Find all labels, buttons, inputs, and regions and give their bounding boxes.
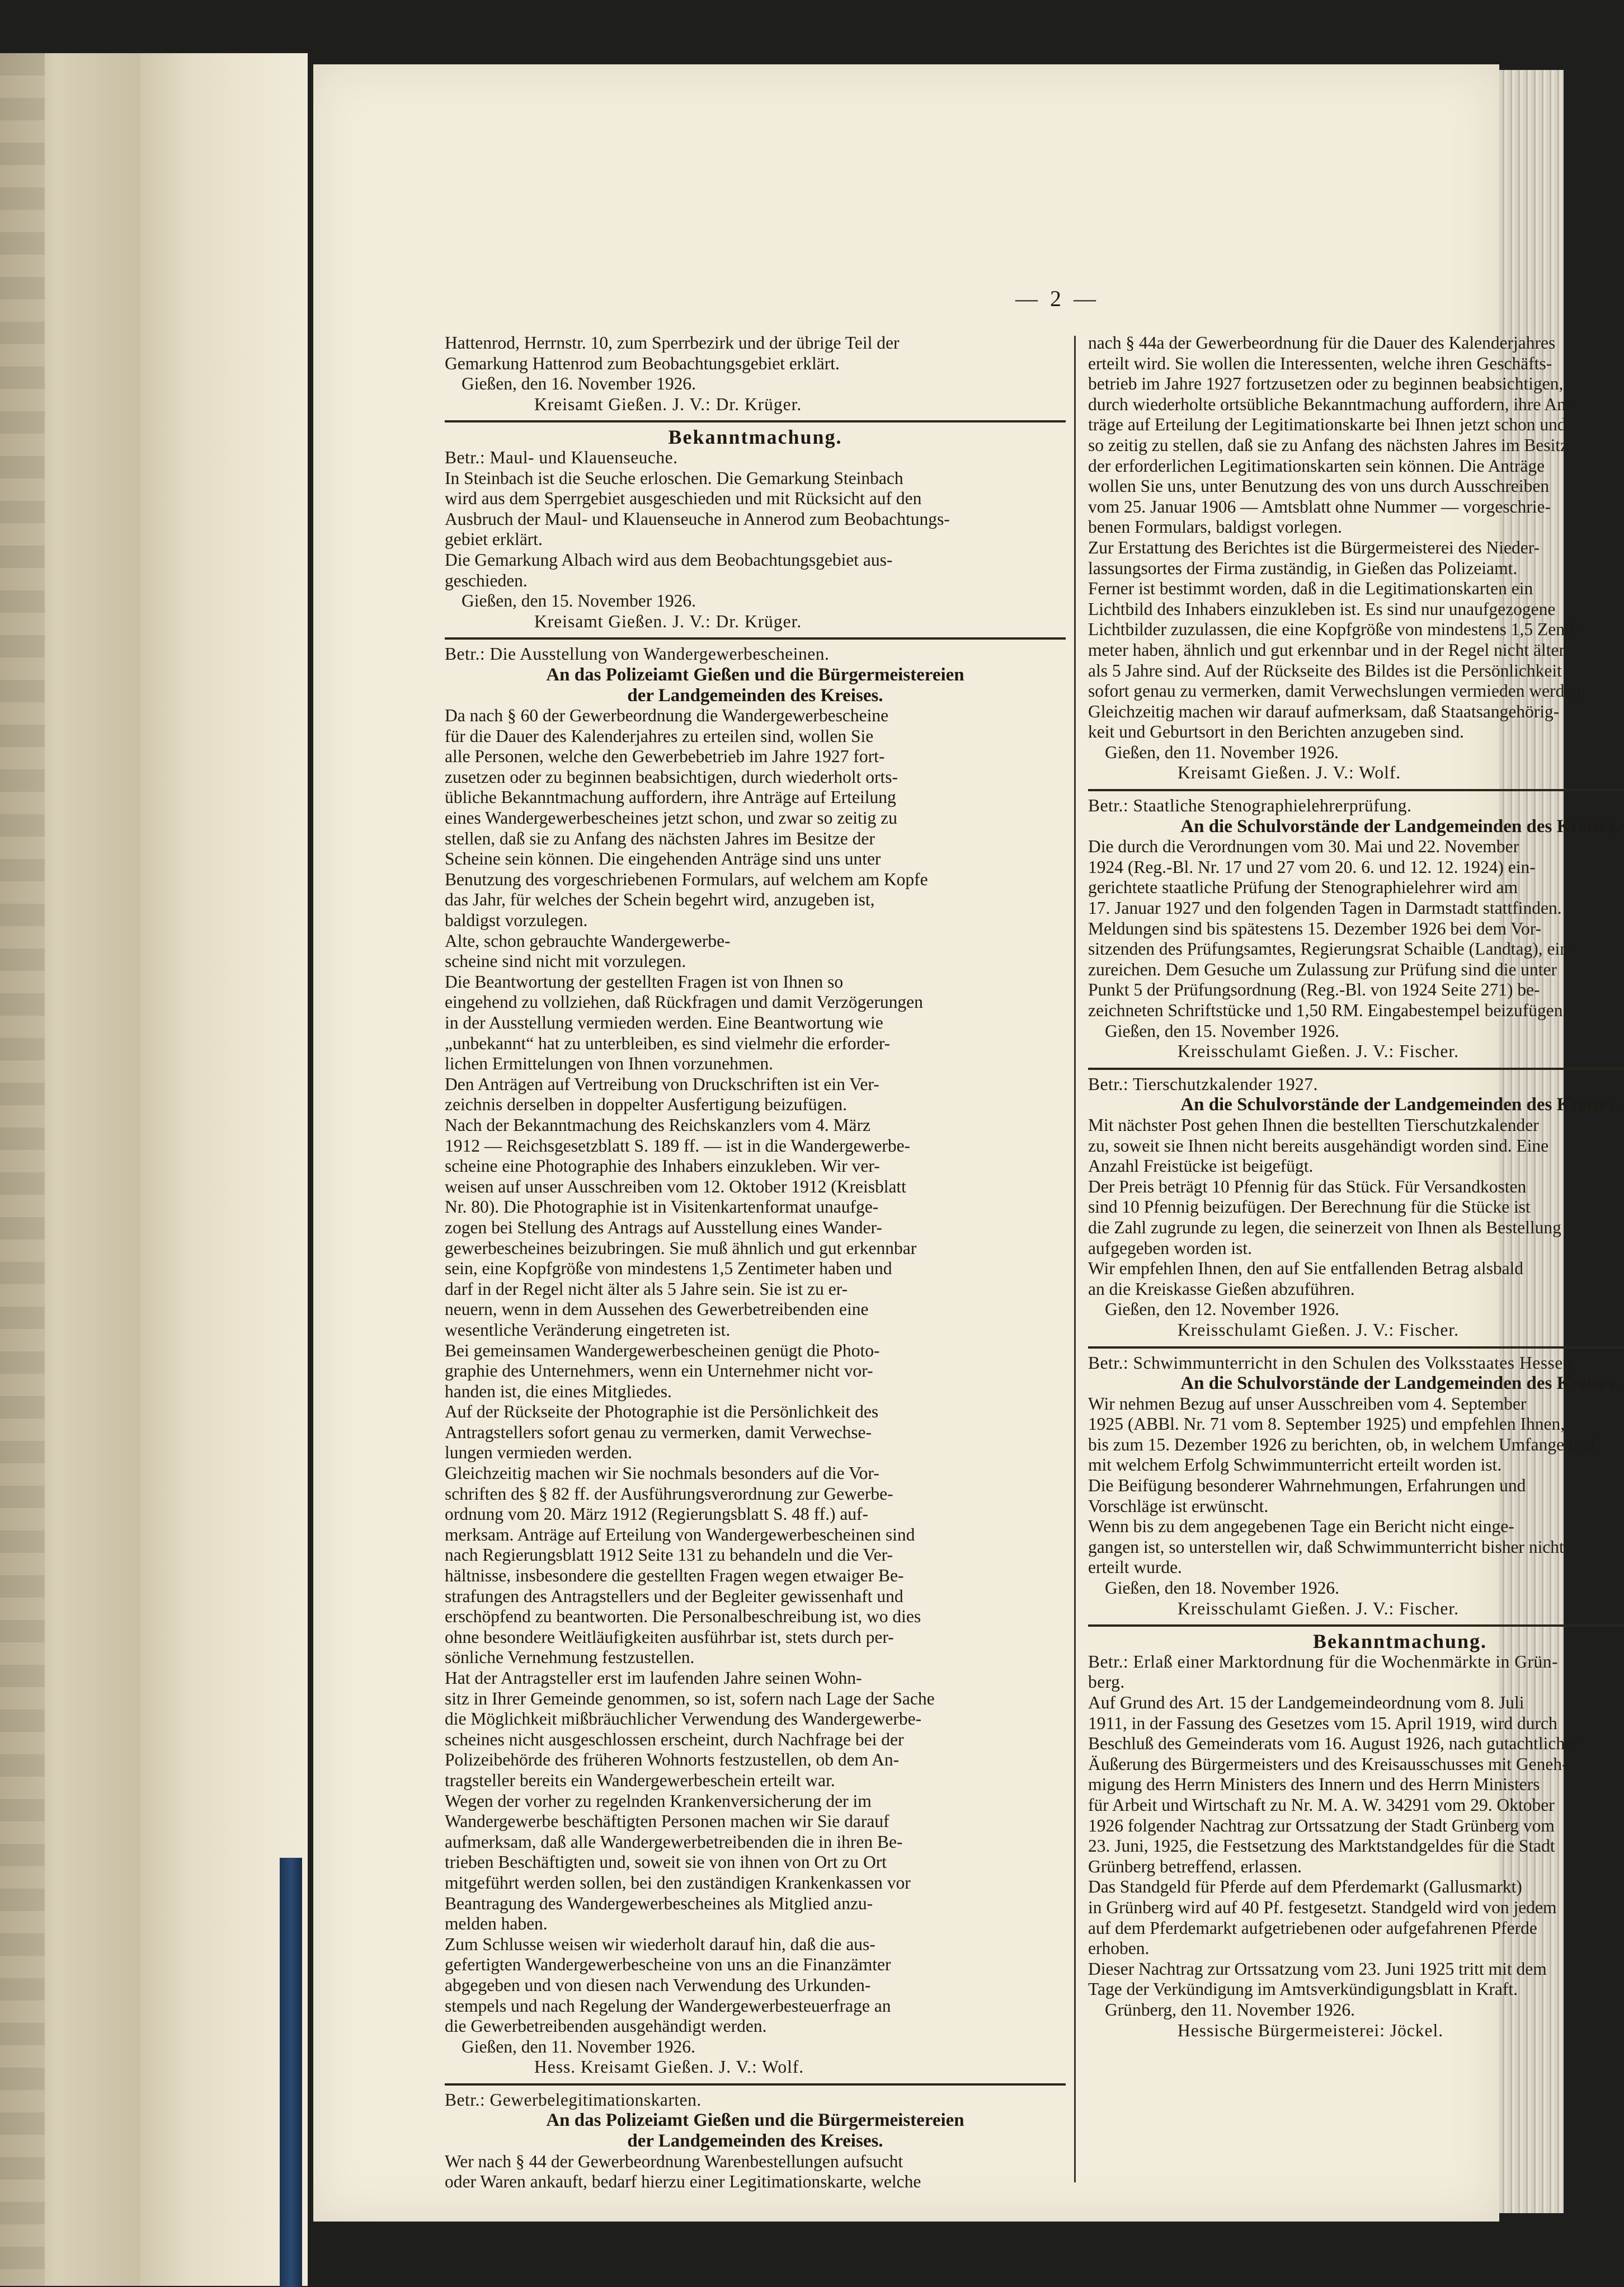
- text-line: Auf Grund des Art. 15 der Landgemeindeordnung vom 8. Juli: [1088, 1693, 1524, 1712]
- text-line: „unbekannt“ hat zu unterbleiben, es sind vielmehr die erforder-: [445, 1033, 891, 1053]
- text-line: wollen Sie uns, unter Benutzung des von uns durch Ausschreiben: [1088, 476, 1550, 496]
- text-line: aufmerksam, daß alle Wandergewerbetreibenden die in ihren Be-: [445, 1832, 903, 1852]
- text-line: zusetzen oder zu beginnen beabsichtigen, durch wiederholt orts-: [445, 767, 898, 787]
- text-line: eines Wandergewerbescheines jetzt schon, und zwar so zeitig zu: [445, 808, 897, 828]
- addressee-heading: der Landgemeinden des Kreises.: [627, 2131, 883, 2152]
- text-line: der erforderlichen Legitimationskarten sein können. Die Anträge: [1088, 455, 1545, 476]
- text-line: darf in der Regel nicht älter als 5 Jahre sein. Sie ist zu er-: [445, 1279, 848, 1299]
- subject-line: Betr.: Staatliche Stenographielehrerprüfung.: [1088, 796, 1412, 816]
- subject-line: Betr.: Erlaß einer Marktordnung für die Wochenmärkte in Grün-: [1088, 1651, 1559, 1671]
- text-line: übliche Bekanntmachung auffordern, ihre Anträge auf Erteilung: [445, 787, 896, 807]
- place-date: Grünberg, den 11. November 1926.: [1105, 1999, 1355, 2020]
- text-line: sein, eine Kopfgröße von mindestens 1,5 Zentimeter haben und: [445, 1258, 892, 1279]
- text-line: Nr. 80). Die Photographie ist in Visitenkartenformat unaufge-: [445, 1197, 879, 1217]
- text-line: Die Gemarkung Albach wird aus dem Beobachtungsgebiet aus-: [445, 550, 893, 570]
- text-line: scheine eine Photographie des Inhabers einzukleben. Wir ver-: [445, 1156, 880, 1176]
- text-line: geschieden.: [445, 570, 528, 590]
- text-line: scheines nicht ausgeschlossen erscheint, durch Nachfrage bei der: [445, 1729, 904, 1749]
- text-line: Hattenrod, Herrnstr. 10, zum Sperrbezirk und der übrige Teil der: [445, 333, 900, 353]
- text-line: erteilt wird. Sie wollen die Interessenten, welche ihren Geschäfts-: [1088, 353, 1552, 373]
- section-rule: [1088, 789, 1624, 791]
- section-heading: Bekanntmachung.: [1312, 1630, 1488, 1653]
- text-line: Das Standgeld für Pferde auf dem Pferdemarkt (Gallusmarkt): [1088, 1877, 1522, 1897]
- text-line: 1924 (Reg.-Bl. Nr. 17 und 27 vom 20. 6. und 12. 12. 1924) ein-: [1088, 857, 1536, 877]
- text-line: durch wiederholte ortsübliche Bekanntmachung auffordern, ihre An-: [1088, 394, 1572, 414]
- signature: Hess. Kreisamt Gießen. J. V.: Wolf.: [534, 2057, 804, 2077]
- section-rule: [445, 2083, 1066, 2086]
- text-line: träge auf Erteilung der Legitimationskarte bei Ihnen jetzt schon und: [1088, 415, 1566, 435]
- addressee-heading: An die Schulvorstände der Landgemeinden des Kreises.: [1180, 816, 1620, 837]
- left-column: [445, 333, 1066, 2192]
- page-number: — 2 —: [1015, 286, 1099, 311]
- text-line: Gleichzeitig machen wir Sie nochmals besonders auf die Vor-: [445, 1463, 879, 1483]
- text-line: Zum Schlusse weisen wir wiederholt darauf hin, daß die aus-: [445, 1934, 875, 1954]
- section-rule: [1088, 1068, 1624, 1070]
- text-line: 17. Januar 1927 und den folgenden Tagen in Darmstadt stattfinden.: [1088, 898, 1562, 918]
- section-heading: Bekanntmachung.: [668, 426, 842, 449]
- signature: Kreisamt Gießen. J. V.: Dr. Krüger.: [534, 611, 802, 631]
- subject-line: Betr.: Die Ausstellung von Wandergewerbescheinen.: [445, 644, 830, 664]
- text-line: sind 10 Pfennig beizufügen. Der Berechnung für die Stücke ist: [1088, 1197, 1531, 1217]
- text-line: Gleichzeitig machen wir darauf aufmerksam, daß Staatsangehörig-: [1088, 701, 1560, 721]
- text-line: sönliche Vernehmung festzustellen.: [445, 1647, 695, 1668]
- text-line: zogen bei Stellung des Antrags auf Ausstellung eines Wander-: [445, 1217, 882, 1237]
- text-line: sofort genau zu vermerken, damit Verwechslungen vermieden werden.: [1088, 681, 1585, 701]
- text-line: ordnung vom 20. März 1912 (Regierungsblatt S. 48 ff.) auf-: [445, 1504, 869, 1524]
- signature: Kreisschulamt Gießen. J. V.: Fischer.: [1178, 1041, 1460, 1062]
- text-line: Äußerung des Bürgermeisters und des Kreisausschusses mit Geneh-: [1088, 1754, 1568, 1774]
- text-line: die Gewerbetreibenden ausgehändigt werden.: [445, 2016, 767, 2036]
- place-date: Gießen, den 15. November 1926.: [1105, 1021, 1340, 1041]
- text-line: für Arbeit und Wirtschaft zu Nr. M. A. W. 34291 vom 29. Oktober: [1088, 1795, 1555, 1815]
- section-rule: [445, 637, 1066, 640]
- signature: Kreisamt Gießen. J. V.: Dr. Krüger.: [534, 394, 802, 414]
- text-line: migung des Herrn Ministers des Innern und des Herrn Ministers: [1088, 1774, 1540, 1795]
- text-line: gebiet erklärt.: [445, 529, 543, 550]
- text-line: Mit nächster Post gehen Ihnen die bestellten Tierschutzkalender: [1088, 1115, 1539, 1135]
- text-line: sitzenden des Prüfungsamtes, Regierungsrat Schaible (Landtag), ein-: [1088, 939, 1575, 959]
- text-line: Wer nach § 44 der Gewerbeordnung Warenbestellungen aufsucht: [445, 2151, 903, 2171]
- text-line: Wir empfehlen Ihnen, den auf Sie entfallenden Betrag alsbald: [1088, 1258, 1524, 1279]
- place-date: Gießen, den 11. November 1926.: [1105, 742, 1339, 762]
- text-line: 1926 folgender Nachtrag zur Ortssatzung der Stadt Grünberg vom: [1088, 1815, 1555, 1835]
- addressee-heading: An das Polizeiamt Gießen und die Bürgermeistereien: [546, 2110, 964, 2131]
- text-line: Wir nehmen Bezug auf unser Ausschreiben vom 4. September: [1088, 1393, 1527, 1413]
- text-line: Punkt 5 der Prüfungsordnung (Reg.-Bl. von 1924 Seite 271) be-: [1088, 980, 1540, 1000]
- text-line: wird aus dem Sperrgebiet ausgeschieden und mit Rücksicht auf den: [445, 489, 922, 509]
- text-line: meter haben, ähnlich und gut erkennbar und in der Regel nicht älter: [1088, 640, 1565, 660]
- place-date: Gießen, den 18. November 1926.: [1105, 1578, 1340, 1598]
- text-line: gerichtete staatliche Prüfung der Stenographielehrer wird am: [1088, 877, 1518, 898]
- text-line: sitz in Ihrer Gemeinde genommen, so ist, sofern nach Lage der Sache: [445, 1688, 935, 1708]
- text-line: strafungen des Antragstellers und der Begleiter gewissenhaft und: [445, 1586, 903, 1606]
- text-line: mit welchem Erfolg Schwimmunterricht erteilt worden ist.: [1088, 1455, 1502, 1475]
- text-line: Den Anträgen auf Vertreibung von Druckschriften ist ein Ver-: [445, 1074, 879, 1094]
- document-page: [313, 64, 1620, 2222]
- text-line: benen Formulars, baldigst vorlegen.: [1088, 517, 1343, 537]
- text-line: Polizeibehörde des früheren Wohnorts festzustellen, ob dem An-: [445, 1750, 900, 1770]
- subject-line: Betr.: Gewerbelegitimationskarten.: [445, 2089, 702, 2110]
- text-line: Die Beifügung besonderer Wahrnehmungen, Erfahrungen und: [1088, 1476, 1526, 1496]
- text-line: 1911, in der Fassung des Gesetzes vom 15. April 1919, wird durch: [1088, 1713, 1557, 1733]
- text-line: In Steinbach ist die Seuche erloschen. Die Gemarkung Steinbach: [445, 468, 903, 488]
- text-line: neuern, wenn in dem Aussehen des Gewerbetreibenden eine: [445, 1299, 869, 1319]
- text-line: an die Kreiskasse Gießen abzuführen.: [1088, 1279, 1355, 1299]
- text-line: Bei gemeinsamen Wandergewerbescheinen genügt die Photo-: [445, 1340, 880, 1360]
- text-line: stempels und nach Regelung der Wandergewerbesteuerfrage an: [445, 1995, 891, 2016]
- text-line: 1912 — Reichsgesetzblatt S. 189 ff. — ist in die Wandergewerbe-: [445, 1135, 911, 1156]
- text-line: hältnisse, insbesondere die gestellten Fragen wegen etwaiger Be-: [445, 1566, 904, 1586]
- text-line: weisen auf unser Ausschreiben vom 12. Oktober 1912 (Kreisblatt: [445, 1176, 906, 1196]
- text-line: schriften des § 82 ff. der Ausführungsverordnung zur Gewerbe-: [445, 1483, 893, 1504]
- text-line: 23. Juni, 1925, die Festsetzung des Marktstandgeldes für die Stadt: [1088, 1836, 1555, 1856]
- text-line: für die Dauer des Kalenderjahres zu erteilen sind, wollen Sie: [445, 726, 874, 746]
- text-line: Ausbruch der Maul- und Klauenseuche in Annerod zum Beobachtungs-: [445, 509, 950, 529]
- text-line: trieben Beschäftigten und, soweit sie von ihnen von Ort zu Ort: [445, 1852, 887, 1872]
- subject-line: Betr.: Tierschutzkalender 1927.: [1088, 1074, 1318, 1094]
- text-line: abgegeben und von diesen nach Verwendung des Urkunden-: [445, 1975, 871, 1995]
- section-rule: [1088, 1346, 1624, 1349]
- text-line: Die durch die Verordnungen vom 30. Mai und 22. November: [1088, 837, 1519, 857]
- signature: Kreisschulamt Gießen. J. V.: Fischer.: [1178, 1319, 1460, 1340]
- text-line: aufgegeben worden ist.: [1088, 1238, 1253, 1258]
- text-line: Wandergewerbe beschäftigten Personen machen wir Sie darauf: [445, 1811, 889, 1832]
- text-line: Wenn bis zu dem angegebenen Tage ein Bericht nicht einge-: [1088, 1516, 1514, 1537]
- text-line: graphie des Unternehmers, wenn ein Unternehmer nicht vor-: [445, 1361, 873, 1381]
- text-line: lichen Ermittelungen von Ihnen vorzunehmen.: [445, 1054, 773, 1074]
- text-line: Lichtbilder zuzulassen, die eine Kopfgröße von mindestens 1,5 Zenti-: [1088, 619, 1581, 640]
- addressee-heading: An das Polizeiamt Gießen und die Bürgermeistereien: [546, 664, 964, 685]
- text-line: nach Regierungsblatt 1912 Seite 131 zu behandeln und die Ver-: [445, 1545, 893, 1565]
- text-line: als 5 Jahre sind. Auf der Rückseite des Bildes ist die Persönlichkeit: [1088, 660, 1562, 680]
- text-line: 1925 (ABBl. Nr. 71 vom 8. September 1925) und empfehlen Ihnen,: [1088, 1414, 1565, 1434]
- text-line: das Jahr, für welches der Schein begehrt wird, anzugeben ist,: [445, 890, 875, 910]
- text-line: Die Beantwortung der gestellten Fragen ist von Ihnen so: [445, 971, 844, 992]
- left-page-edge: [0, 53, 140, 2286]
- signature: Hessische Bürgermeisterei: Jöckel.: [1178, 2020, 1444, 2040]
- text-line: melden haben.: [445, 1914, 548, 1934]
- text-line: lungen vermieden werden.: [445, 1443, 632, 1463]
- place-date: Gießen, den 15. November 1926.: [462, 591, 696, 611]
- text-line: Alte, schon gebrauchte Wandergewerbe-: [445, 931, 731, 951]
- signature: Kreisschulamt Gießen. J. V.: Fischer.: [1178, 1598, 1460, 1618]
- text-line: Antragstellers sofort genau zu vermerken, damit Verwechse-: [445, 1422, 872, 1442]
- text-line: merksam. Anträge auf Erteilung von Wandergewerbescheinen sind: [445, 1524, 915, 1544]
- text-line: vom 25. Januar 1906 — Amtsblatt ohne Nummer — vorgeschrie-: [1088, 496, 1551, 516]
- text-line: Zur Erstattung des Berichtes ist die Bürgermeisterei des Nieder-: [1088, 537, 1540, 557]
- text-line: Scheine sein können. Die eingehenden Anträge sind uns unter: [445, 849, 881, 869]
- text-line: Nach der Bekanntmachung des Reichskanzlers vom 4. März: [445, 1115, 870, 1135]
- text-line: Dieser Nachtrag zur Ortssatzung vom 23. Juni 1925 tritt mit dem: [1088, 1959, 1547, 1979]
- text-line: mitgeführt werden sollen, bei den zuständigen Krankenkassen vor: [445, 1872, 911, 1892]
- text-line: Meldungen sind bis spätestens 15. Dezember 1926 bei dem Vor-: [1088, 918, 1542, 938]
- addressee-heading: der Landgemeinden des Kreises.: [627, 685, 883, 706]
- addressee-heading: An die Schulvorstände der Landgemeinden des Kreises.: [1180, 1095, 1620, 1115]
- signature: Kreisamt Gießen. J. V.: Wolf.: [1178, 763, 1401, 783]
- text-line: lassungsortes der Firma zuständig, in Gießen das Polizeiamt.: [1088, 558, 1518, 578]
- text-line: oder Waren ankauft, bedarf hierzu einer Legitimationskarte, welche: [445, 2172, 921, 2192]
- subject-line: Betr.: Maul- und Klauenseuche.: [445, 447, 678, 467]
- addressee-heading: An die Schulvorstände der Landgemeinden des Kreises.: [1180, 1373, 1620, 1394]
- text-line: Gemarkung Hattenrod zum Beobachtungsgebiet erklärt.: [445, 353, 840, 373]
- text-line: erteilt wurde.: [1088, 1557, 1182, 1577]
- text-line: zeichnis derselben in doppelter Ausfertigung beizufügen.: [445, 1095, 848, 1115]
- text-line: Vorschläge ist erwünscht.: [1088, 1496, 1269, 1516]
- text-line: Anzahl Freistücke ist beigefügt.: [1088, 1156, 1314, 1176]
- text-line: Da nach § 60 der Gewerbeordnung die Wandergewerbescheine: [445, 706, 889, 726]
- section-rule: [1088, 1624, 1624, 1627]
- text-line: Der Preis beträgt 10 Pfennig für das Stück. Für Versandkosten: [1088, 1176, 1527, 1196]
- text-line: gangen ist, so unterstellen wir, daß Schwimmunterricht bisher nicht: [1088, 1537, 1564, 1557]
- place-date: Gießen, den 12. November 1926.: [1105, 1299, 1340, 1319]
- text-line: erhoben.: [1088, 1938, 1150, 1959]
- text-line: zeichneten Schriftstücke und 1,50 RM. Eingabestempel beizufügen.: [1088, 1001, 1567, 1020]
- text-line: in Grünberg wird auf 40 Pf. festgesetzt. Standgeld wird von jedem: [1088, 1897, 1557, 1917]
- text-line: Benutzung des vorgeschriebenen Formulars, auf welchem am Kopfe: [445, 869, 928, 889]
- text-line: zu, soweit sie Ihnen nicht bereits ausgehändigt worden sind. Eine: [1088, 1135, 1549, 1156]
- text-line: wesentliche Veränderung eingetreten ist.: [445, 1319, 731, 1340]
- text-line: stellen, daß sie zu Anfang des nächsten Jahres im Besitze der: [445, 828, 875, 848]
- text-line: Ferner ist bestimmt worden, daß in die Legitimationskarten ein: [1088, 579, 1533, 599]
- text-line: nach § 44a der Gewerbeordnung für die Dauer des Kalenderjahres: [1088, 333, 1556, 353]
- column-divider: [1074, 336, 1076, 2182]
- text-line: Hat der Antragsteller erst im laufenden Jahre seinen Wohn-: [445, 1668, 862, 1688]
- text-line: scheine sind nicht mit vorzulegen.: [445, 951, 686, 971]
- text-line: Tage der Verkündigung im Amtsverkündigungsblatt in Kraft.: [1088, 1979, 1518, 1999]
- text-line: Beantragung des Wandergewerbescheines als Mitglied anzu-: [445, 1893, 873, 1913]
- text-line: keit und Geburtsort in den Berichten anzugeben sind.: [1088, 722, 1464, 742]
- text-line: ohne besondere Weitläufigkeiten ausführbar ist, stets durch per-: [445, 1627, 894, 1647]
- text-line: die Möglichkeit mißbräuchlicher Verwendung des Wandergewerbe-: [445, 1709, 922, 1729]
- text-line: bis zum 15. Dezember 1926 zu berichten, ob, in welchem Umfange und: [1088, 1434, 1595, 1454]
- text-line: die Zahl zugrunde zu legen, die seinerzeit von Ihnen als Bestellung: [1088, 1217, 1561, 1237]
- text-line: erschöpfend zu beantworten. Die Personalbeschreibung ist, wo dies: [445, 1607, 921, 1627]
- text-line: gefertigten Wandergewerbescheine von uns an die Finanzämter: [445, 1955, 891, 1975]
- text-line: Beschluß des Gemeinderats vom 16. August 1926, nach gutachtlicher: [1088, 1734, 1579, 1754]
- text-line: in der Ausstellung vermieden werden. Eine Beantwortung wie: [445, 1013, 883, 1032]
- subject-line: Betr.: Schwimmunterricht in den Schulen des Volksstaates Hessen.: [1088, 1353, 1577, 1373]
- text-line: Wegen der vorher zu regelnden Krankenversicherung der im: [445, 1791, 872, 1811]
- text-line: alle Personen, welche den Gewerbebetrieb im Jahre 1927 fort-: [445, 746, 885, 767]
- text-line: betrieb im Jahre 1927 fortzusetzen oder zu beginnen beabsichtigen,: [1088, 374, 1564, 394]
- text-line: gewerbescheines beizubringen. Sie muß ähnlich und gut erkennbar: [445, 1238, 917, 1258]
- right-column: [1088, 333, 1624, 2041]
- text-line: so zeitig zu stellen, daß sie zu Anfang des nächsten Jahres im Besitz: [1088, 435, 1569, 455]
- place-date: Gießen, den 16. November 1926.: [462, 374, 696, 394]
- text-line: Lichtbild des Inhabers einzukleben ist. Es sind nur unaufgezogene: [1088, 599, 1556, 619]
- text-line: handen ist, die eines Mitgliedes.: [445, 1381, 672, 1401]
- text-line: auf dem Pferdemarkt aufgetriebenen oder aufgefahrenen Pferde: [1088, 1918, 1537, 1938]
- section-rule: [445, 420, 1066, 422]
- text-line: tragsteller bereits ein Wandergewerbeschein erteilt war.: [445, 1770, 835, 1790]
- place-date: Gießen, den 11. November 1926.: [462, 2036, 695, 2056]
- text-line: eingehend zu vollziehen, daß Rückfragen und damit Verzögerungen: [445, 992, 923, 1012]
- text-line: zureichen. Dem Gesuche um Zulassung zur Prüfung sind die unter: [1088, 959, 1557, 979]
- text-line: baldigst vorzulegen.: [445, 910, 588, 931]
- subject-line: berg.: [1088, 1672, 1125, 1692]
- text-line: Grünberg betreffend, erlassen.: [1088, 1856, 1302, 1876]
- binding-edge: [280, 1858, 302, 2287]
- text-line: Auf der Rückseite der Photographie ist die Persönlichkeit des: [445, 1402, 879, 1422]
